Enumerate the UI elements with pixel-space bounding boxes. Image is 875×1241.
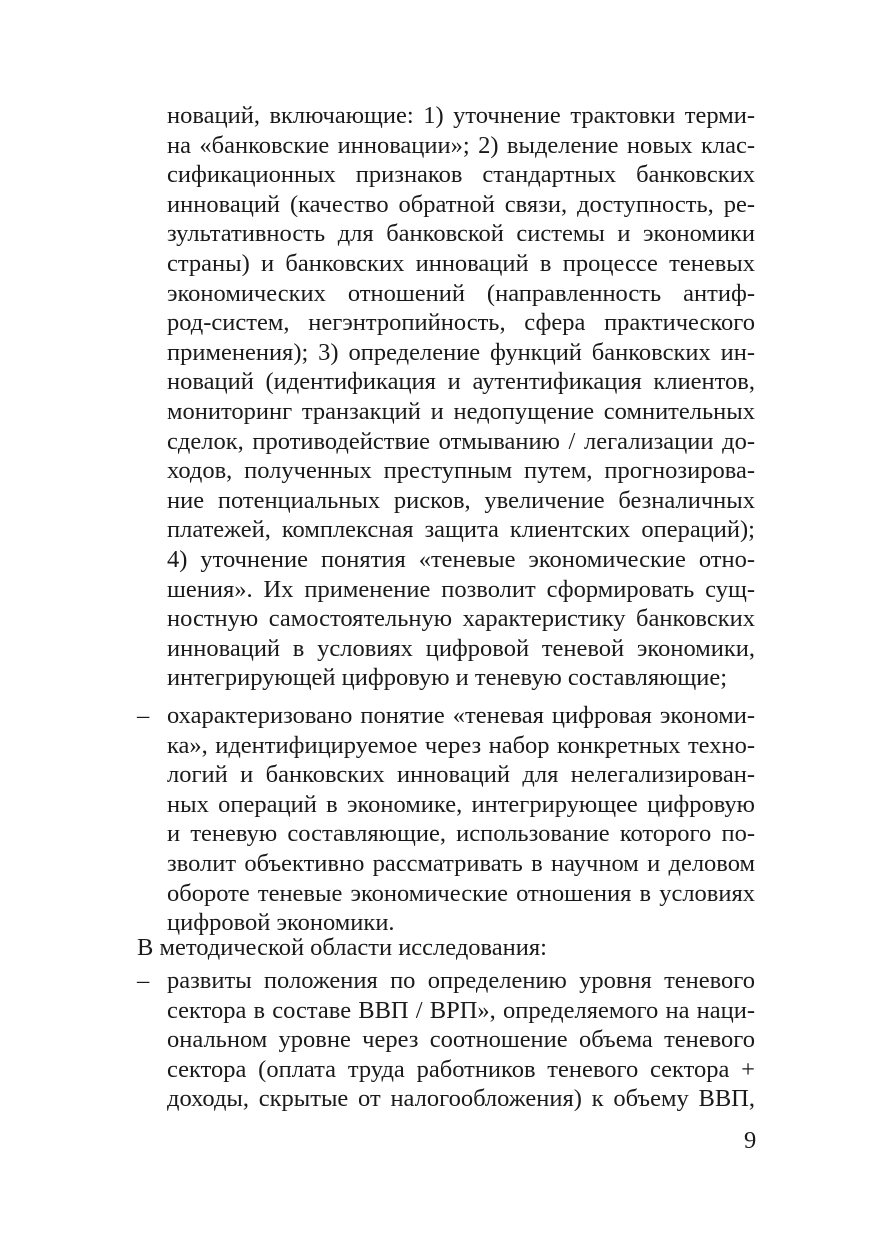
text-line: зультативность для банковской системы и экономики <box>167 220 755 248</box>
text-line: доходы, скрытые от налогообложения) к объему ВВП, <box>167 1085 755 1113</box>
text-line: обороте теневые экономические отношения в условиях <box>167 879 755 907</box>
text-line: платежей, комплексная защита клиентских операций); <box>167 516 755 544</box>
text-line: 4) уточнение понятия «теневые экономические отно- <box>167 545 755 573</box>
text-line: экономических отношений (направленность антиф- <box>167 279 755 307</box>
section-heading: В методической области исследования: <box>137 934 547 961</box>
text-line: сификационных признаков стандартных банковских <box>167 161 755 189</box>
list-item-shadow-sector-level <box>167 966 755 1114</box>
text-line: применения); 3) определение функций банковских ин- <box>167 338 755 366</box>
text-line: новаций, включающие: 1) уточнение трактовки терми- <box>167 102 755 129</box>
text-line: ностную самостоятельную характеристику банковских <box>167 605 755 633</box>
text-line: ка», идентифицируемое через набор конкретных техно- <box>167 731 755 759</box>
text-line: на «банковские инновации»; 2) выделение новых клас- <box>167 131 755 159</box>
text-line: зволит объективно рассматривать в научном и деловом <box>167 849 755 877</box>
text-line: логий и банковских инноваций для нелегализирован- <box>167 761 755 789</box>
text-line: инноваций (качество обратной связи, доступность, ре- <box>167 190 755 218</box>
text-line: ональном уровне через соотношение объема теневого <box>167 1026 755 1054</box>
text-line: цифровой экономики. <box>167 909 395 937</box>
text-line: род-систем, негэнтропийность, сфера практического <box>167 309 755 337</box>
text-line: новаций (идентификация и аутентификация клиентов, <box>167 368 755 396</box>
text-line: ходов, полученных преступным путем, прогнозирова- <box>167 457 755 485</box>
text-line: ных операций в экономике, интегрирующее цифровую <box>167 790 755 818</box>
text-line: сектора (оплата труда работников теневого сектора + <box>167 1055 755 1083</box>
text-line: шения». Их применение позволит сформировать сущ- <box>167 575 755 603</box>
text-line: инноваций в условиях цифровой теневой экономики, <box>167 634 755 662</box>
paragraph-continuation <box>167 101 755 693</box>
list-dash: – <box>137 702 150 729</box>
page-number: 9 <box>744 1127 757 1154</box>
text-line: и теневую составляющие, использование которого по- <box>167 820 755 848</box>
text-line: сектора в составе ВВП / ВРП», определяемого на наци- <box>167 996 755 1024</box>
text-line: интегрирующей цифровую и теневую составляющие; <box>167 664 728 692</box>
text-line: развиты положения по определению уровня теневого <box>167 967 755 994</box>
text-line: охарактеризовано понятие «теневая цифровая экономи- <box>167 702 755 729</box>
text-line: мониторинг транзакций и недопущение сомнительных <box>167 397 755 425</box>
text-line: ние потенциальных рисков, увеличение безналичных <box>167 486 755 514</box>
list-dash: – <box>137 967 150 994</box>
text-line: страны) и банковских инноваций в процессе теневых <box>167 249 755 277</box>
list-item-digital-shadow-economy <box>167 701 755 938</box>
text-line: сделок, противодействие отмыванию / легализации до- <box>167 427 755 455</box>
